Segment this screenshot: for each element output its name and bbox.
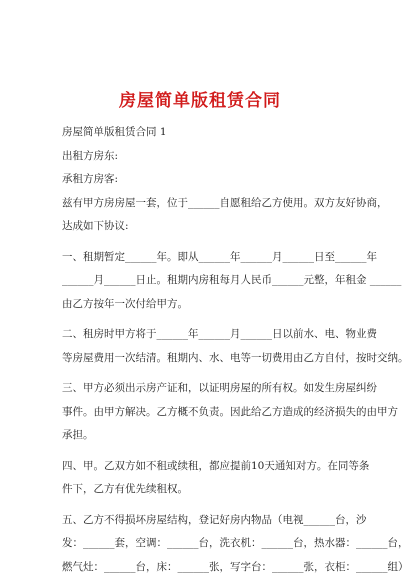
clause-5-line-1: 五、乙方不得损坏房屋结构，登记好房内物品（电视______台，沙 [62,509,352,533]
clause-3-line-1: 三、甲方必须出示房产证和，以证明房屋的所有权。如发生房屋纠纷 [62,377,352,401]
clause-2-line-2: 等房屋费用一次结清。租期内、水、电等一切费用由乙方自付，按时交纳。 [62,347,352,371]
landlord-label: 出租方房东: [62,145,352,169]
paragraph-intro-line-2: 达成如下协议: [62,215,352,239]
paragraph-intro-line-1: 兹有甲方房房屋一套，位于______自愿租给乙方使用。双方友好协商， [62,192,352,216]
clause-5-line-2: 发：______套，空调：______台，洗衣机：______台，热水器：______台， [62,532,352,556]
clause-3-line-3: 承担。 [62,424,352,448]
clause-4-line-2: 件下，乙方有优先续租权。 [62,478,352,502]
clause-3-line-2: 事件。由甲方解决。乙方概不负责。因此给乙方造成的经济损失的由甲方 [62,401,352,425]
clause-1-line-3: 由乙方按年一次付给甲方。 [62,293,352,317]
document-title: 房屋简单版租赁合同 [0,86,400,111]
subtitle: 房屋简单版租赁合同 1 [62,121,352,145]
tenant-label: 承租方房客: [62,168,352,192]
document-body [62,121,352,579]
clause-5-line-3: 燃气灶：______台，床：______张，写字台：______张，衣柜：______组） [62,556,352,579]
clause-1-line-1: 一、租期暂定______年。即从______年______月______日至______年 [62,246,352,270]
clause-4-line-1: 四、甲。乙双方如不租或续租，都应提前10天通知对方。在同等条 [62,455,352,479]
clause-1-line-2: ______月______日止。租期内房租每月人民币______元整，年租金 ______ [62,269,352,293]
clause-2-line-1: 二、租房时甲方将于______年______月______日以前水、电、物业费 [62,323,352,347]
